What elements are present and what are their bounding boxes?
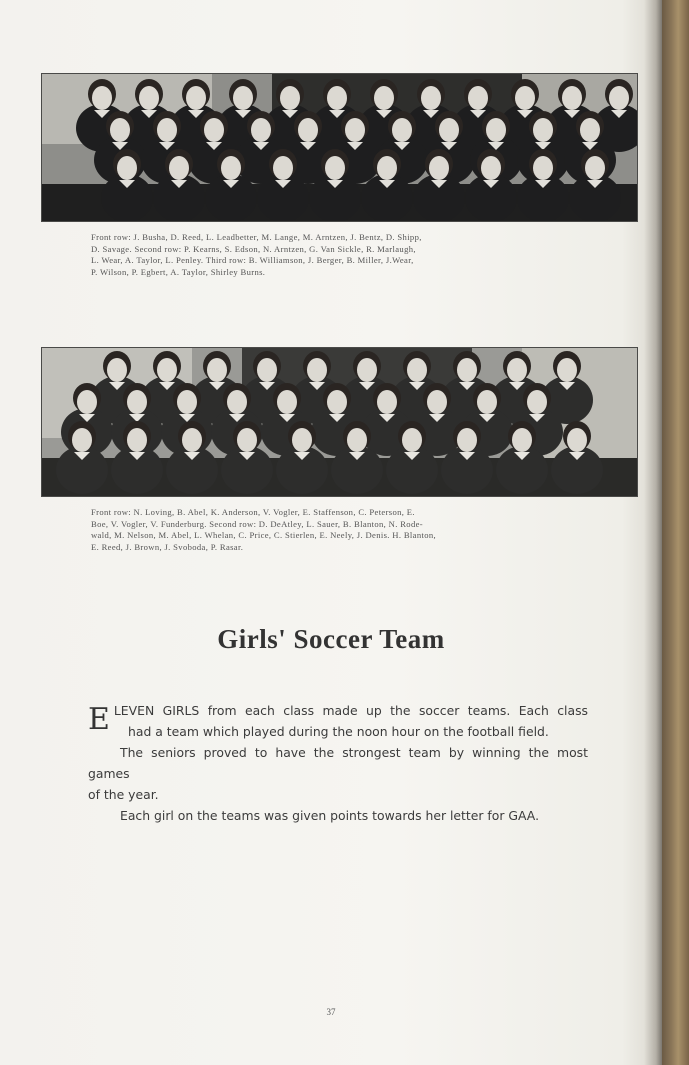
- person-face: [169, 156, 189, 180]
- book-cover-edge: [662, 0, 689, 1065]
- photo-bottom-caption: [91, 507, 587, 553]
- person-face: [72, 428, 92, 452]
- person-face: [327, 390, 347, 414]
- person-face: [421, 86, 441, 110]
- paragraph-3: Each girl on the teams was given points towards her letter for GAA.: [120, 808, 540, 823]
- page-number: 37: [326, 1007, 336, 1017]
- caption-line: wald, M. Nelson, M. Abel, L. Whelan, C. Price, C. Stierlen, E. Neely, J. Denis. H. Blanton,: [91, 530, 436, 541]
- caption-line: Boe, V. Vogler, V. Funderburg. Second row: D. DeAtley, L. Sauer, B. Blanton, N. Rode-: [91, 518, 423, 529]
- article-body: [88, 700, 588, 826]
- person-face: [357, 358, 377, 382]
- person-face: [407, 358, 427, 382]
- person-face: [233, 86, 253, 110]
- person-face: [186, 86, 206, 110]
- article-title: Girls' Soccer Team: [217, 624, 445, 654]
- person-face: [92, 86, 112, 110]
- person-face: [107, 358, 127, 382]
- paragraph-2-line-1: The seniors proved to have the strongest team by winning the most games: [88, 745, 588, 781]
- person-face: [374, 86, 394, 110]
- person-face: [507, 358, 527, 382]
- person-face: [207, 358, 227, 382]
- person-face: [377, 390, 397, 414]
- person-face: [204, 118, 224, 142]
- caption-line: Front row: J. Busha, D. Reed, L. Leadbetter, M. Lange, M. Arntzen, J. Bentz, D. Shipp,: [91, 232, 422, 242]
- person-face: [237, 428, 257, 452]
- person-face: [298, 118, 318, 142]
- paragraph-1-line-1: LEVEN GIRLS from each class made up the soccer teams. Each class: [113, 703, 588, 718]
- team-photo-bottom: [41, 347, 638, 497]
- team-photo-top-image: [42, 74, 637, 221]
- person-face: [392, 118, 412, 142]
- gutter-shadow: [644, 0, 664, 1065]
- person-face: [77, 390, 97, 414]
- person-face: [177, 390, 197, 414]
- person-face: [512, 428, 532, 452]
- person-face: [292, 428, 312, 452]
- person-face: [117, 156, 137, 180]
- person-face: [429, 156, 449, 180]
- person-face: [481, 156, 501, 180]
- person-face: [427, 390, 447, 414]
- person-face: [457, 428, 477, 452]
- person-face: [402, 428, 422, 452]
- person-face: [182, 428, 202, 452]
- person-face: [110, 118, 130, 142]
- paragraph-1-line-2: had a team which played during the noon hour on the football field.: [128, 724, 549, 739]
- person-face: [557, 358, 577, 382]
- person-face: [439, 118, 459, 142]
- caption-line: E. Reed, J. Brown, J. Svoboda, P. Rasar.: [91, 541, 244, 552]
- person-face: [273, 156, 293, 180]
- person-face: [477, 390, 497, 414]
- person-face: [377, 156, 397, 180]
- person-face: [277, 390, 297, 414]
- person-face: [227, 390, 247, 414]
- person-face: [325, 156, 345, 180]
- person-face: [580, 118, 600, 142]
- person-face: [562, 86, 582, 110]
- person-face: [307, 358, 327, 382]
- person-face: [457, 358, 477, 382]
- person-face: [347, 428, 367, 452]
- person-face: [533, 156, 553, 180]
- person-face: [127, 390, 147, 414]
- person-face: [609, 86, 629, 110]
- drop-cap: E: [88, 702, 110, 737]
- person-face: [157, 358, 177, 382]
- person-face: [585, 156, 605, 180]
- person-face: [280, 86, 300, 110]
- person-face: [486, 118, 506, 142]
- person-face: [468, 86, 488, 110]
- person-face: [157, 118, 177, 142]
- person-face: [515, 86, 535, 110]
- person-face: [139, 86, 159, 110]
- person-face: [127, 428, 147, 452]
- person-face: [257, 358, 277, 382]
- person-face: [527, 390, 547, 414]
- person-face: [327, 86, 347, 110]
- team-photo-top: [41, 73, 638, 222]
- person-face: [221, 156, 241, 180]
- caption-line: Front row: N. Loving, B. Abel, K. Anderson, V. Vogler, E. Staffenson, C. Peterson, E.: [91, 507, 415, 517]
- caption-line: P. Wilson, P. Egbert, A. Taylor, Shirley Burns.: [91, 266, 266, 277]
- person-face: [345, 118, 365, 142]
- paragraph-2-line-2: of the year.: [88, 787, 159, 802]
- caption-line: D. Savage. Second row: P. Kearns, S. Edson, N. Arntzen, G. Van Sickle, R. Marlaugh,: [91, 243, 416, 254]
- person-face: [567, 428, 587, 452]
- photo-top-caption: [91, 232, 587, 278]
- person-face: [533, 118, 553, 142]
- person-face: [251, 118, 271, 142]
- team-photo-bottom-image: [42, 348, 637, 496]
- caption-line: L. Wear, A. Taylor, L. Penley. Third row: B. Williamson, J. Berger, B. Miller, J.Wear,: [91, 255, 414, 266]
